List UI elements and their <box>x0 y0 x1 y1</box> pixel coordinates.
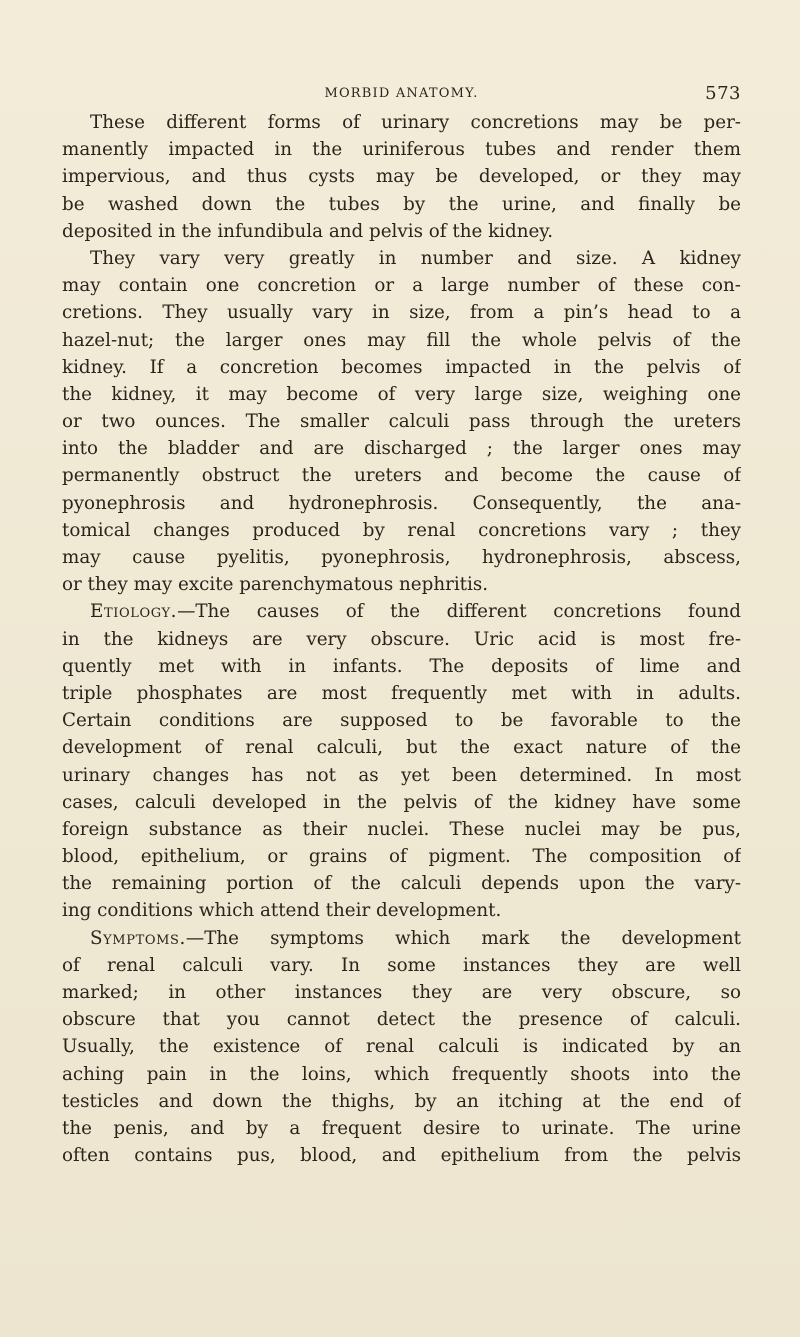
text-line: permanently obstruct the ureters and become the cause of <box>62 465 741 487</box>
text-line: marked; in other instances they are very obscure, so <box>62 982 741 1003</box>
text-line: manently impacted in the uriniferous tubes and render them <box>62 139 741 161</box>
body-text <box>62 109 741 1169</box>
running-head <box>62 80 741 108</box>
text-line: the penis, and by a frequent desire to urinate. The urine <box>62 1117 741 1139</box>
running-title: MORBID ANATOMY. <box>324 86 479 101</box>
text-line: development of renal calculi, but the exact nature of the <box>62 737 741 759</box>
text-line: foreign substance as their nuclei. These nuclei may be pus, <box>62 818 741 840</box>
text-line: be washed down the tubes by the urine, and finally be <box>62 193 741 215</box>
page-number: 573 <box>705 83 741 104</box>
text-line: pyonephrosis and hydronephrosis. Consequently, the ana- <box>62 492 741 514</box>
text-line: kidney. If a concretion becomes impacted in the pelvis of <box>62 356 741 378</box>
text-line: hazel-nut; the larger ones may fill the whole pelvis of the <box>62 329 741 351</box>
text-line: the remaining portion of the calculi depends upon the vary- <box>62 873 741 895</box>
text-line: triple phosphates are most frequently met with in adults. <box>62 682 741 704</box>
text-line <box>62 598 741 625</box>
text-line: Usually, the existence of renal calculi is indicated by an <box>62 1036 741 1058</box>
text-line: or two ounces. The smaller calculi pass through the ureters <box>62 411 741 433</box>
text-line: They vary very greatly in number and size. A kidney <box>90 247 741 269</box>
text-line: cases, calculi developed in the pelvis of the kidney have some <box>62 791 741 813</box>
text-line: aching pain in the loins, which frequently shoots into the <box>62 1063 741 1085</box>
text-line: deposited in the infundibula and pelvis of the kidney. <box>62 220 554 242</box>
text-line: in the kidneys are very obscure. Uric acid is most fre- <box>62 628 741 650</box>
text-line <box>62 925 741 952</box>
text-line: testicles and down the thighs, by an itching at the end of <box>62 1090 741 1112</box>
text-line: quently met with in infants. The deposits of lime and <box>62 655 741 677</box>
text-line: may contain one concretion or a large number of these con- <box>62 275 741 297</box>
text-line: the kidney, it may become of very large size, weighing one <box>62 383 741 405</box>
text-line-rest: —The causes of the different concretions found <box>177 601 741 623</box>
text-line: ing conditions which attend their development. <box>62 900 502 922</box>
text-line: obscure that you cannot detect the presence of calculi. <box>62 1009 741 1031</box>
text-line: Certain conditions are supposed to be favorable to the <box>62 710 741 732</box>
text-line: or they may excite parenchymatous nephritis. <box>62 574 489 596</box>
text-line: may cause pyelitis, pyonephrosis, hydronephrosis, abscess, <box>62 547 741 568</box>
text-line: tomical changes produced by renal concretions vary ; they <box>62 519 741 541</box>
text-line: cretions. They usually vary in size, from a pin’s head to a <box>62 302 741 324</box>
section-heading-symptoms: Symptoms. <box>90 927 186 949</box>
section-heading-etiology: Etiology. <box>90 601 178 623</box>
text-line: urinary changes has not as yet been determined. In most <box>62 764 741 786</box>
text-line: These different forms of urinary concretions may be per- <box>90 112 741 133</box>
text-line: impervious, and thus cysts may be developed, or they may <box>62 166 741 188</box>
text-line-rest: —The symptoms which mark the development <box>185 927 741 949</box>
text-line: of renal calculi vary. In some instances they are well <box>62 954 741 976</box>
text-line: into the bladder and are discharged ; the larger ones may <box>62 438 741 460</box>
text-line: blood, epithelium, or grains of pigment. The composition of <box>62 846 741 868</box>
text-line: often contains pus, blood, and epithelium from the pelvis <box>62 1145 741 1167</box>
